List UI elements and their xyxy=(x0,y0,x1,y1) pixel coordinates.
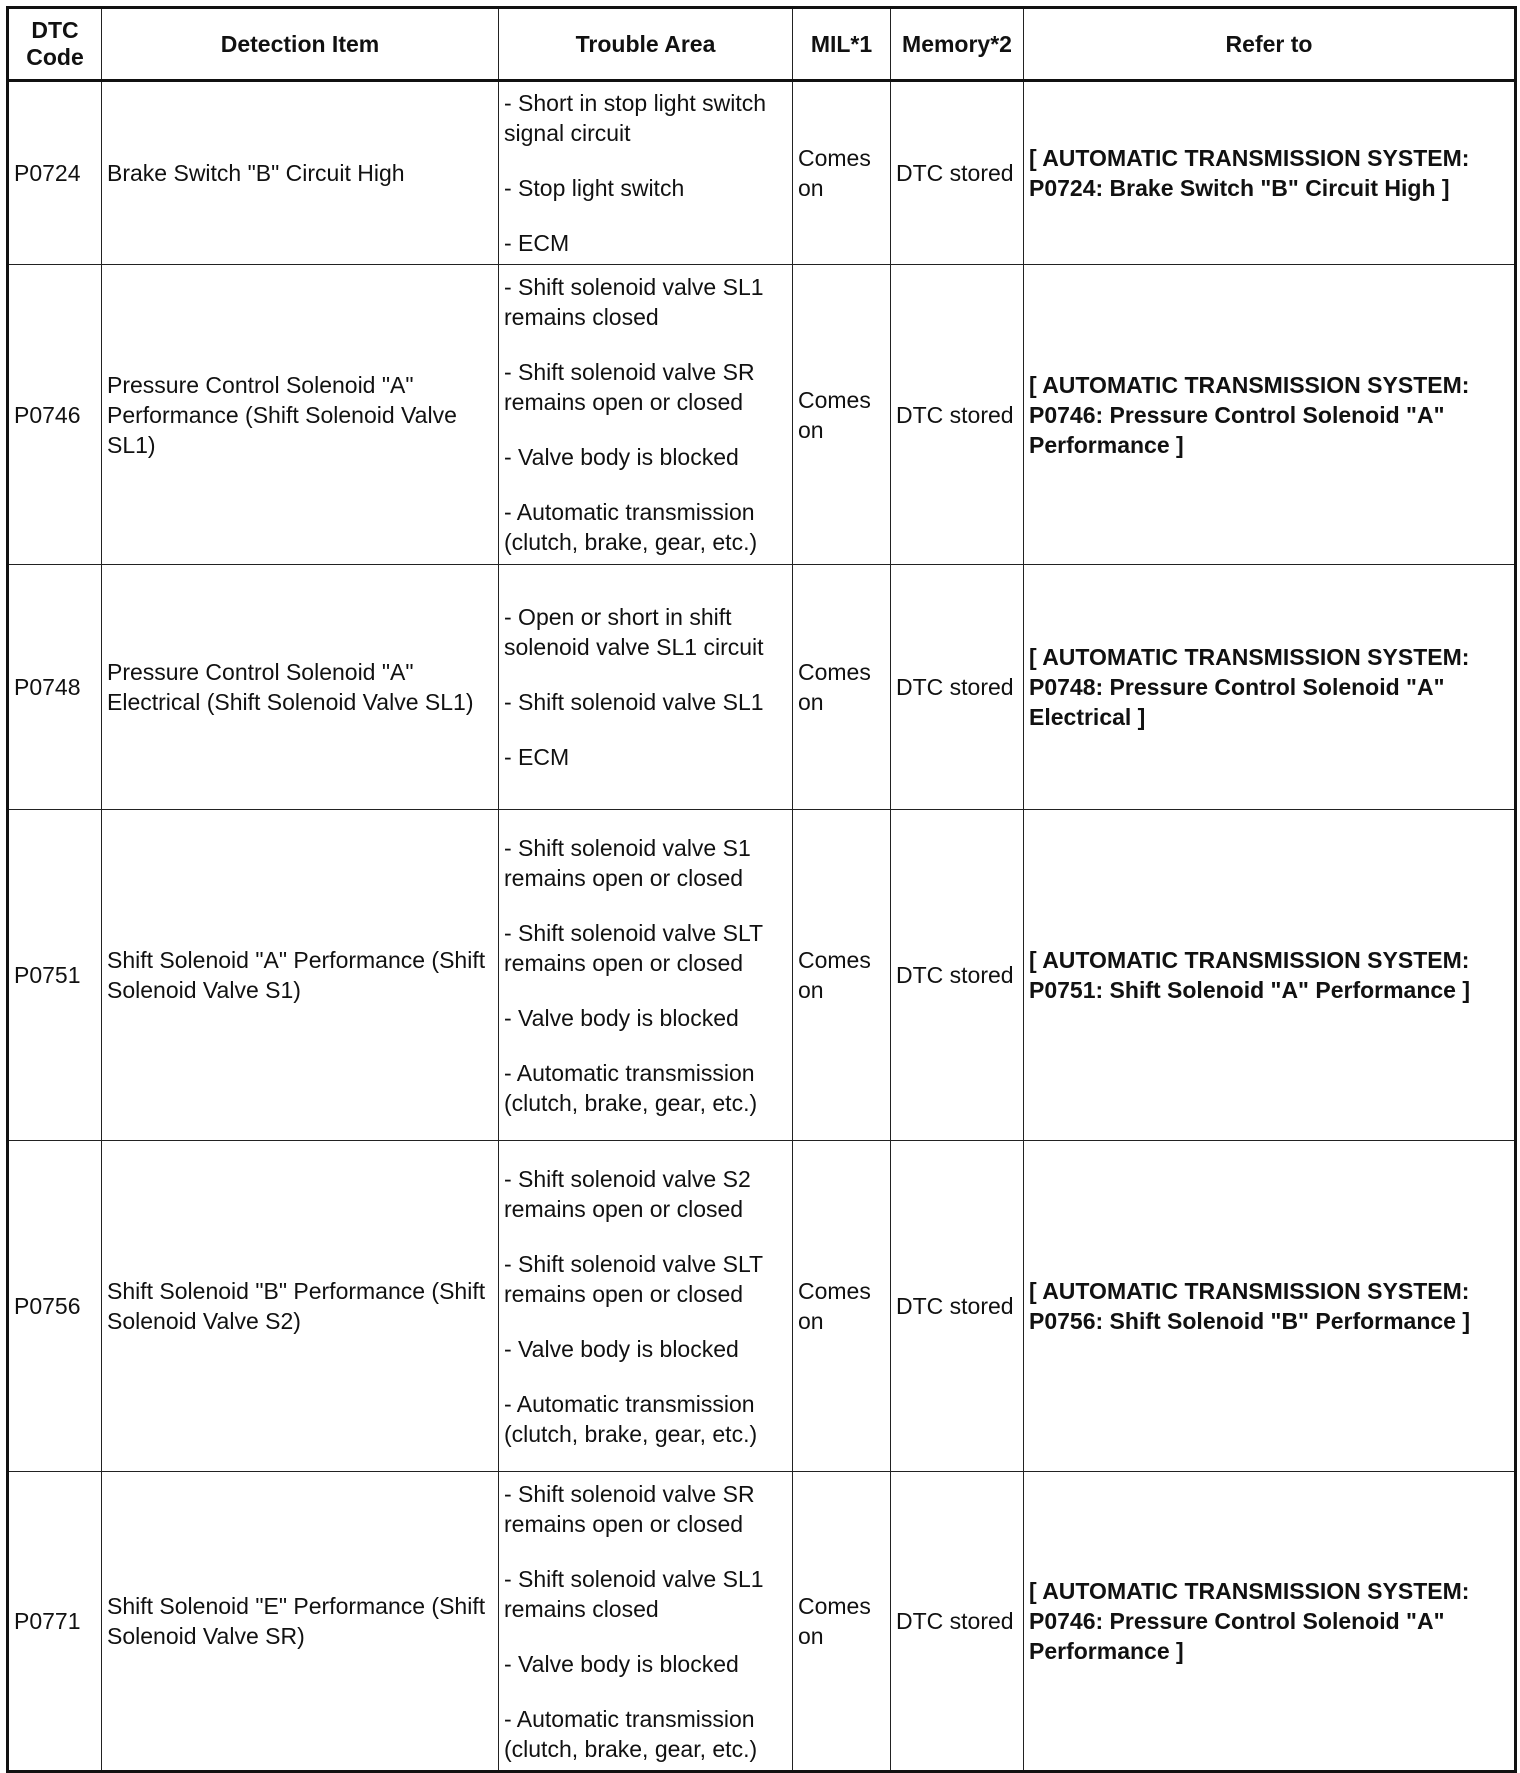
trouble-area-cell xyxy=(499,81,793,265)
table-row xyxy=(8,265,1516,565)
table-row xyxy=(8,565,1516,810)
trouble-area-item: - Valve body is blocked xyxy=(504,444,739,470)
trouble-area-cell xyxy=(499,565,793,810)
trouble-area-item: - Automatic transmission (clutch, brake, gear, etc.) xyxy=(504,1705,758,1762)
trouble-area-item: - Valve body is blocked xyxy=(504,1004,739,1031)
refer-to-cell: [ AUTOMATIC TRANSMISSION SYSTEM: P0746: Pressure Control Solenoid "A" Performance ] xyxy=(1024,265,1516,565)
trouble-area-cell xyxy=(499,265,793,565)
trouble-area-item: - ECM xyxy=(504,230,570,256)
header-refer-to: Refer to xyxy=(1024,8,1516,81)
trouble-area-item: - Shift solenoid valve SLT remains open or closed xyxy=(504,919,763,976)
mil-cell: Comes on xyxy=(793,810,891,1141)
detection-item-cell: Pressure Control Solenoid "A" Electrical (Shift Solenoid Valve SL1) xyxy=(102,565,499,810)
mil-cell: Comes on xyxy=(793,565,891,810)
trouble-area-item: - Shift solenoid valve SR remains open or closed xyxy=(504,359,755,415)
header-dtc-code-line2: Code xyxy=(26,44,84,70)
trouble-area-item: - Shift solenoid valve SLT remains open or closed xyxy=(504,1250,763,1307)
header-memory: Memory*2 xyxy=(891,8,1024,81)
memory-cell: DTC stored xyxy=(891,1141,1024,1472)
dtc-code-cell: P0746 xyxy=(8,265,102,565)
header-dtc-code xyxy=(8,8,102,81)
trouble-area-item: - Shift solenoid valve SL1 xyxy=(504,689,764,715)
mil-cell: Comes on xyxy=(793,81,891,265)
mil-cell: Comes on xyxy=(793,1141,891,1472)
trouble-area-cell xyxy=(499,810,793,1141)
table-row xyxy=(8,1141,1516,1472)
dtc-code-cell: P0724 xyxy=(8,81,102,265)
mil-cell: Comes on xyxy=(793,265,891,565)
trouble-area-item: - Shift solenoid valve S1 remains open or closed xyxy=(504,834,751,891)
mil-cell: Comes on xyxy=(793,1472,891,1772)
header-trouble-area: Trouble Area xyxy=(499,8,793,81)
detection-item-cell: Brake Switch "B" Circuit High xyxy=(102,81,499,265)
header-dtc-code-line1: DTC xyxy=(31,17,79,43)
refer-to-cell: [ AUTOMATIC TRANSMISSION SYSTEM: P0748: Pressure Control Solenoid "A" Electrical ] xyxy=(1024,565,1516,810)
memory-cell: DTC stored xyxy=(891,81,1024,265)
trouble-area-item: - Open or short in shift solenoid valve SL1 circuit xyxy=(504,604,764,660)
trouble-area-item: - Automatic transmission (clutch, brake, gear, etc.) xyxy=(504,499,758,555)
dtc-code-cell: P0748 xyxy=(8,565,102,810)
trouble-area-item: - Automatic transmission (clutch, brake, gear, etc.) xyxy=(504,1390,758,1447)
refer-to-cell: [ AUTOMATIC TRANSMISSION SYSTEM: P0746: Pressure Control Solenoid "A" Performance ] xyxy=(1024,1472,1516,1772)
table-row xyxy=(8,1472,1516,1772)
detection-item-cell: Shift Solenoid "A" Performance (Shift Solenoid Valve S1) xyxy=(102,810,499,1141)
refer-to-cell: [ AUTOMATIC TRANSMISSION SYSTEM: P0751: Shift Solenoid "A" Performance ] xyxy=(1024,810,1516,1141)
trouble-area-item: - Shift solenoid valve SR remains open or closed xyxy=(504,1480,755,1537)
trouble-area-item: - Valve body is blocked xyxy=(504,1650,739,1677)
memory-cell: DTC stored xyxy=(891,265,1024,565)
dtc-code-cell: P0756 xyxy=(8,1141,102,1472)
detection-item-cell: Shift Solenoid "E" Performance (Shift Solenoid Valve SR) xyxy=(102,1472,499,1772)
detection-item-cell: Pressure Control Solenoid "A" Performance (Shift Solenoid Valve SL1) xyxy=(102,265,499,565)
refer-to-cell: [ AUTOMATIC TRANSMISSION SYSTEM: P0724: Brake Switch "B" Circuit High ] xyxy=(1024,81,1516,265)
header-row xyxy=(8,8,1516,81)
header-detection-item: Detection Item xyxy=(102,8,499,81)
trouble-area-cell xyxy=(499,1141,793,1472)
table-row xyxy=(8,810,1516,1141)
trouble-area-item: - ECM xyxy=(504,744,570,770)
detection-item-cell: Shift Solenoid "B" Performance (Shift Solenoid Valve S2) xyxy=(102,1141,499,1472)
dtc-table xyxy=(6,6,1517,1773)
trouble-area-item: - Automatic transmission (clutch, brake, gear, etc.) xyxy=(504,1059,758,1116)
table-row xyxy=(8,81,1516,265)
memory-cell: DTC stored xyxy=(891,565,1024,810)
trouble-area-item: - Valve body is blocked xyxy=(504,1335,739,1362)
trouble-area-item: - Shift solenoid valve SL1 remains closed xyxy=(504,274,764,330)
trouble-area-item: - Stop light switch xyxy=(504,175,685,201)
trouble-area-item: - Short in stop light switch signal circuit xyxy=(504,90,767,146)
trouble-area-cell xyxy=(499,1472,793,1772)
dtc-code-cell: P0771 xyxy=(8,1472,102,1772)
refer-to-cell: [ AUTOMATIC TRANSMISSION SYSTEM: P0756: Shift Solenoid "B" Performance ] xyxy=(1024,1141,1516,1472)
table-header xyxy=(8,8,1516,81)
header-mil: MIL*1 xyxy=(793,8,891,81)
memory-cell: DTC stored xyxy=(891,810,1024,1141)
memory-cell: DTC stored xyxy=(891,1472,1024,1772)
trouble-area-item: - Shift solenoid valve SL1 remains closed xyxy=(504,1565,764,1622)
trouble-area-item: - Shift solenoid valve S2 remains open or closed xyxy=(504,1165,751,1222)
table-body xyxy=(8,81,1516,1772)
dtc-code-cell: P0751 xyxy=(8,810,102,1141)
